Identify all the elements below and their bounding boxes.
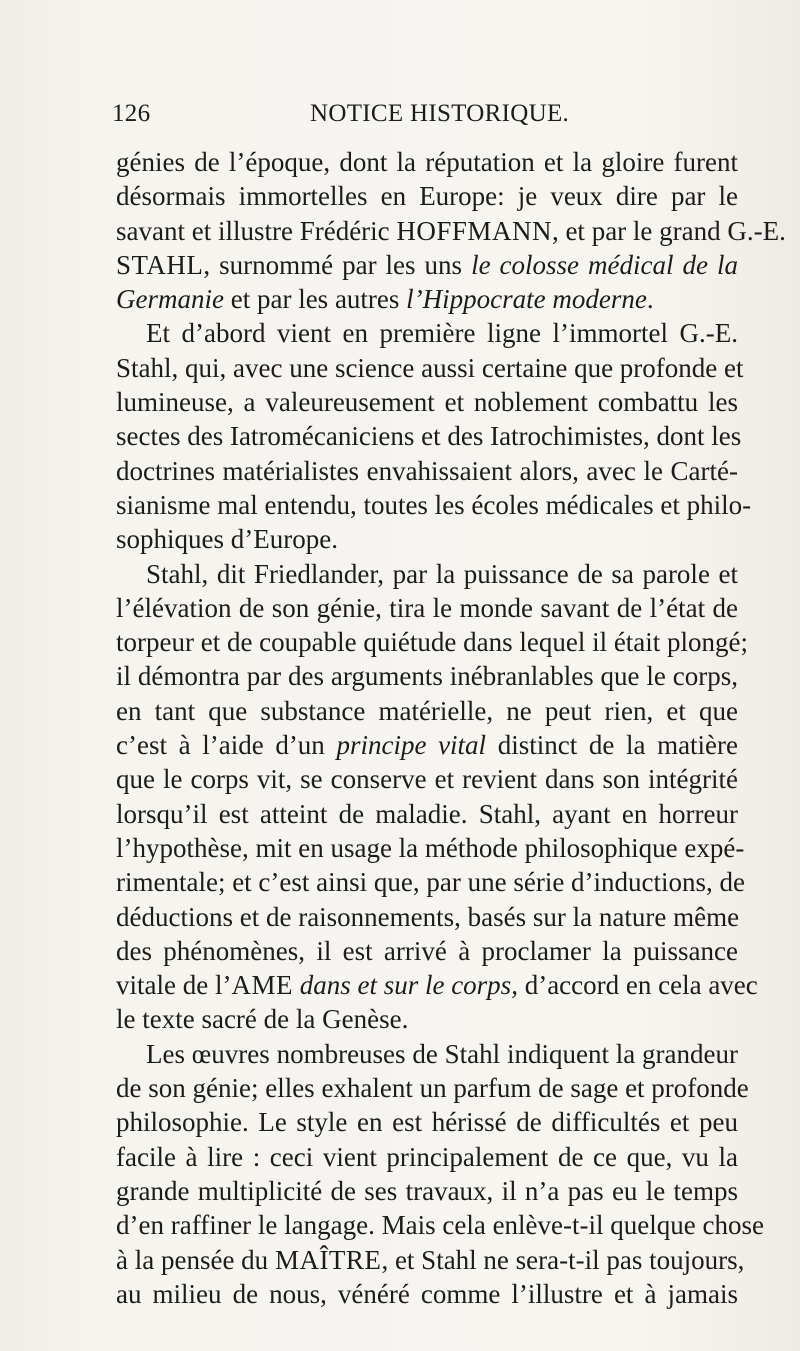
italic-phrase: l’Hippocrate moderne: [406, 284, 647, 315]
text-line: grande multiplicité de ses travaux, il n’a pas eu le temps: [116, 1175, 738, 1206]
text-line: Les œuvres nombreuses de Stahl indiquent la grandeur: [146, 1038, 738, 1069]
text-line: sophiques d’Europe.: [116, 524, 338, 555]
small-caps-word: MAÎTRE: [274, 1244, 382, 1275]
body-text: [116, 145, 786, 1311]
text-line: sectes des Iatromécaniciens et des Iatrochimistes, dont les: [116, 421, 742, 452]
text-line: lumineuse, a valeureusement et noblement combattu les: [116, 387, 738, 418]
text-line: génies de l’époque, dont la réputation et la gloire furent: [116, 147, 738, 177]
text-line: doctrines matérialistes envahissaient alors, avec le Carté-: [116, 455, 738, 486]
text-line: facile à lire : ceci vient principalement de ce que, vu la: [116, 1141, 738, 1172]
author-name: STAHL: [116, 249, 204, 280]
text-line: Stahl, dit Friedlander, par la puissance de sa parole et: [146, 558, 738, 589]
page-header: [112, 100, 740, 136]
text-line: savant et illustre Frédéric HOFFMANN, et par le grand G.-E.: [116, 215, 786, 246]
text-line: il démontra par des arguments inébranlables que le corps,: [116, 661, 738, 692]
text-line: rimentale; et c’est ainsi que, par une série d’inductions, de: [116, 867, 746, 898]
text-line: lorsqu’il est atteint de maladie. Stahl, ayant en horreur: [116, 798, 738, 829]
italic-phrase: dans et sur le corps,: [299, 970, 518, 1001]
running-title: NOTICE HISTORIQUE.: [310, 100, 570, 127]
text-line: Et d’abord vient en première ligne l’immortel G.-E.: [146, 318, 738, 349]
text-line: sianisme mal entendu, toutes les écoles médicales et philo-: [116, 489, 752, 520]
text-line: l’élévation de son génie, tira le monde savant de l’état de: [116, 592, 738, 623]
italic-phrase: principe vital: [336, 730, 487, 761]
text-line: c’est à l’aide d’un principe vital distinct de la matière: [116, 730, 739, 761]
text-line: déductions et de raisonnements, basés sur la nature même: [116, 901, 740, 932]
italic-phrase: Germanie: [116, 284, 224, 315]
text-line: des phénomènes, il est arrivé à proclamer la puissance: [116, 935, 738, 966]
text-line: le texte sacré de la Genèse.: [116, 1004, 409, 1035]
text-line: Stahl, qui, avec une science aussi certaine que profonde et: [116, 352, 744, 383]
small-caps-word: AME: [231, 970, 293, 1001]
text-line: philosophie. Le style en est hérissé de difficultés et peu: [116, 1107, 738, 1138]
text-line: à la pensée du MAÎTRE, et Stahl ne sera-t-il pas toujours,: [116, 1244, 745, 1275]
text-line: que le corps vit, se conserve et revient dans son intégrité: [116, 764, 738, 795]
text-line: l’hypothèse, mit en usage la méthode philosophique expé-: [116, 832, 745, 863]
text-line: désormais immortelles en Europe: je veux dire par le: [116, 181, 738, 212]
text-line: Germanie et par les autres l’Hippocrate moderne.: [116, 284, 654, 315]
text-line: torpeur et de coupable quiétude dans lequel il était plongé;: [116, 627, 749, 658]
italic-phrase: le colosse médical de la: [471, 249, 738, 280]
text-line: au milieu de nous, vénéré comme l’illustre et à jamais: [116, 1278, 738, 1309]
text-line: STAHL, surnommé par les uns le colosse médical de la: [116, 249, 738, 280]
author-name: HOFFMANN: [396, 215, 552, 246]
text-line: en tant que substance matérielle, ne peut rien, et que: [116, 695, 738, 726]
text-line: vitale de l’AME dans et sur le corps, d’accord en cela avec: [116, 970, 758, 1001]
page-number: 126: [112, 100, 151, 127]
text-line: de son génie; elles exhalent un parfum de sage et profonde: [116, 1073, 749, 1104]
text-line: d’en raffiner le langage. Mais cela enlève-t-il quelque chose: [116, 1210, 764, 1241]
